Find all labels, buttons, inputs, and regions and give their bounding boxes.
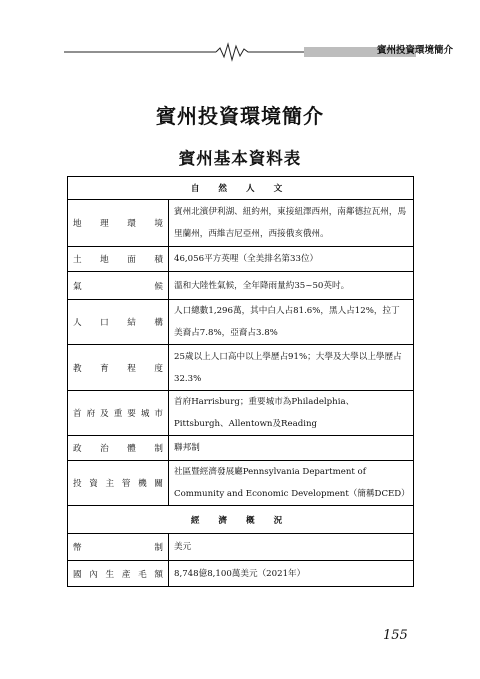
row-label: 投資主管機關 bbox=[68, 461, 169, 506]
heartbeat-line-icon bbox=[64, 40, 416, 64]
header-label: 賓州投資環境簡介 bbox=[377, 45, 454, 56]
row-value: 8,748億8,100萬美元（2021年） bbox=[169, 561, 414, 587]
section-heading: 經 濟 概 況 bbox=[68, 506, 414, 534]
row-value: 聯邦制 bbox=[169, 436, 414, 461]
table-row bbox=[68, 247, 414, 272]
table-row bbox=[68, 461, 414, 506]
section-header-row bbox=[68, 177, 414, 200]
running-header bbox=[64, 40, 454, 64]
row-value: 25歲以上人口高中以上學歷占91%；大學及大學以上學歷占32.3% bbox=[169, 345, 414, 391]
table-row bbox=[68, 561, 414, 587]
table-row bbox=[68, 345, 414, 391]
row-label: 教育程度 bbox=[68, 345, 169, 391]
basic-info-table bbox=[67, 176, 414, 587]
row-label: 地理環境 bbox=[68, 200, 169, 247]
row-value: 社區暨經濟發展廳Pennsylvania Department of Community and Economic Development（簡稱DCED） bbox=[169, 461, 414, 506]
table-row bbox=[68, 300, 414, 345]
page-title: 賓州投資環境簡介 bbox=[156, 104, 324, 128]
row-label: 政治體制 bbox=[68, 436, 169, 461]
row-value: 溫和大陸性氣候，全年降雨量約35~50英吋。 bbox=[169, 272, 414, 300]
row-label: 國內生產毛額 bbox=[68, 561, 169, 587]
row-value: 人口總數1,296萬，其中白人占81.6%，黑人占12%，拉丁美裔占7.8%，亞裔占3.8% bbox=[169, 300, 414, 345]
table-row bbox=[68, 272, 414, 300]
row-value: 賓州北濱伊利湖、紐約州，東接紐澤西州，南鄰德拉瓦州，馬里蘭州，西維吉尼亞州，西接俄亥俄州。 bbox=[169, 200, 414, 247]
row-label: 氣候 bbox=[68, 272, 169, 300]
section-heading: 自 然 人 文 bbox=[68, 177, 414, 200]
table-row bbox=[68, 391, 414, 436]
row-label: 幣制 bbox=[68, 534, 169, 561]
table-row bbox=[68, 436, 414, 461]
table-row bbox=[68, 200, 414, 247]
table-title: 賓州基本資料表 bbox=[178, 149, 302, 168]
row-label: 人口結構 bbox=[68, 300, 169, 345]
row-value: 46,056平方英哩（全美排名第33位） bbox=[169, 247, 414, 272]
row-value: 首府Harrisburg；重要城市為Philadelphia、Pittsburgh、Allentown及Reading bbox=[169, 391, 414, 436]
page-number: 155 bbox=[383, 628, 408, 643]
row-label: 土地面積 bbox=[68, 247, 169, 272]
row-label: 首府及重要城市 bbox=[68, 391, 169, 436]
row-value: 美元 bbox=[169, 534, 414, 561]
section-header-row bbox=[68, 506, 414, 534]
table-row bbox=[68, 534, 414, 561]
